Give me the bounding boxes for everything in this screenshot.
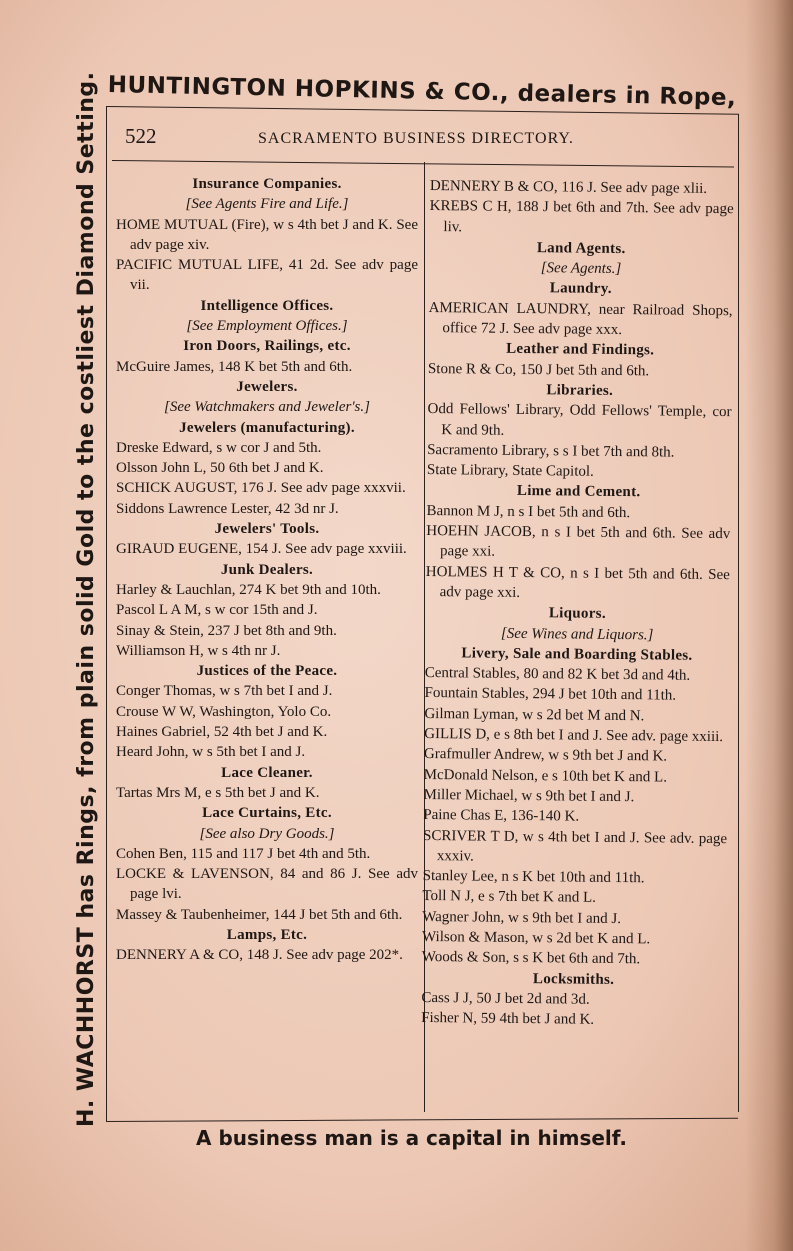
section-heading: Liquors.: [548, 605, 607, 623]
directory-entry: Pascol L A M, s w cor 15th and J.: [116, 602, 318, 619]
section-heading: Lime and Cement.: [516, 483, 641, 501]
directory-entry: Siddons Lawrence Lester, 42 3d nr J.: [116, 500, 339, 517]
directory-entry: Fisher N, 59 4th bet J and K.: [421, 1010, 595, 1028]
directory-entry: Olsson John L, 50 6th bet J and K.: [116, 460, 324, 477]
directory-entry: Gilman Lyman, w s 2d bet M and N.: [424, 705, 645, 724]
section-heading: Lamps, Etc.: [226, 926, 308, 943]
section-heading: Locksmiths.: [532, 970, 615, 988]
directory-entry: Tartas Mrs M, e s 5th bet J and K.: [116, 784, 320, 801]
left-column: [116, 174, 418, 966]
frame-bottom-rule: [106, 1118, 738, 1122]
directory-entry: Grafmuller Andrew, w s 9th bet J and K.: [423, 746, 668, 765]
directory-entry: Central Stables, 80 and 82 K bet 3d and 4th.: [424, 665, 691, 684]
directory-entry: Bannon M J, n s I bet 5th and 6th.: [426, 502, 631, 521]
directory-entry: Williamson H, w s 4th nr J.: [116, 642, 281, 659]
directory-entry: Sinay & Stein, 237 J bet 8th and 9th.: [116, 622, 337, 639]
directory-entry: PACIFIC MUTUAL LIFE, 41 2d. See adv page vii.: [116, 257, 418, 294]
page-edge-shadow: [745, 0, 793, 1251]
directory-entry: HOME MUTUAL (Fire), w s 4th bet J and K. See adv page xiv.: [116, 216, 418, 253]
directory-entry: KREBS C H, 188 J bet 6th and 7th. See adv page liv.: [429, 198, 734, 235]
section-heading: Jewelers.: [236, 378, 298, 395]
directory-entry: Miller Michael, w s 9th bet I and J.: [423, 786, 635, 806]
directory-entry: Cass J J, 50 J bet 2d and 3d.: [421, 989, 590, 1008]
directory-entry: SCHICK AUGUST, 176 J. See adv page xxxvii.: [116, 480, 406, 497]
section-heading: Livery, Sale and Boarding Stables.: [461, 645, 693, 664]
cross-reference: [See Agents Fire and Life.]: [185, 196, 349, 213]
directory-entry: HOEHN JACOB, n s I bet 5th and 6th. See adv page xxi.: [426, 523, 731, 561]
directory-entry: Harley & Lauchlan, 274 K bet 9th and 10th.: [116, 581, 381, 598]
frame-left-rule: [106, 106, 107, 1122]
header-rule: [112, 160, 734, 168]
directory-entry: HOLMES H T & CO, n s I bet 5th and 6th. See adv page xxi.: [425, 563, 730, 601]
directory-entry: Dreske Edward, s w cor J and 5th.: [116, 439, 322, 456]
section-heading: Lace Cleaner.: [221, 764, 313, 781]
directory-entry: Odd Fellows' Library, Odd Fellows' Temple, cor K and 9th.: [427, 401, 732, 439]
frame-right-rule: [738, 114, 739, 1112]
directory-entry: SCRIVER T D, w s 4th bet I and J. See adv. page xxxiv.: [423, 827, 728, 865]
section-heading: Land Agents.: [536, 240, 626, 257]
directory-entry: AMERICAN LAUNDRY, near Railroad Shops, office 72 J. See adv page xxx.: [428, 299, 733, 339]
directory-entry: Toll N J, e s 7th bet K and L.: [422, 888, 597, 907]
side-advertisement-banner: H. WACHHORST has Rings, from plain solid Gold to the costliest Diamond Setting.: [74, 71, 99, 1127]
directory-entry: GILLIS D, e s 8th bet I and J. See adv. page xxiii.: [424, 725, 724, 746]
directory-entry: LOCKE & LAVENSON, 84 and 86 J. See adv page lvi.: [116, 866, 418, 903]
section-heading: Intelligence Offices.: [200, 297, 334, 314]
cross-reference: [See also Dry Goods.]: [199, 825, 335, 842]
section-heading: Justices of the Peace.: [196, 663, 338, 680]
cross-reference: [See Wines and Liquors.]: [500, 625, 654, 643]
directory-entry: Stone R & Co, 150 J bet 5th and 6th.: [427, 360, 650, 379]
directory-entry: Fountain Stables, 294 J bet 10th and 11th.: [424, 685, 677, 705]
section-heading: Junk Dealers.: [220, 561, 314, 578]
directory-entry: Wilson & Mason, w s 2d bet K and L.: [421, 928, 651, 948]
directory-entry: Sacramento Library, s s I bet 7th and 8th.: [427, 441, 675, 461]
bottom-advertisement-banner: A business man is a capital in himself.: [196, 1126, 627, 1150]
directory-entry: GIRAUD EUGENE, 154 J. See adv page xxviii.: [116, 541, 407, 558]
directory-entry: Massey & Taubenheimer, 144 J bet 5th and 6th.: [116, 906, 403, 923]
section-heading: Insurance Companies.: [192, 176, 342, 192]
directory-entry: Crouse W W, Washington, Yolo Co.: [116, 703, 332, 720]
section-heading: Libraries.: [546, 382, 614, 399]
directory-entry: Haines Gabriel, 52 4th bet J and K.: [116, 724, 328, 741]
directory-entry: McGuire James, 148 K bet 5th and 6th.: [116, 358, 353, 375]
section-heading: Jewelers' Tools.: [214, 521, 320, 538]
directory-entry: Wagner John, w s 9th bet I and J.: [422, 908, 622, 927]
right-column: [421, 176, 734, 1032]
section-heading: Iron Doors, Railings, etc.: [183, 338, 351, 355]
directory-entry: DENNERY B & CO, 116 J. See adv page xlii.: [429, 177, 708, 197]
directory-entry: DENNERY A & CO, 148 J. See adv page 202*.: [116, 947, 403, 964]
directory-entry: State Library, State Capitol.: [426, 462, 594, 480]
page-number: 522: [125, 124, 157, 148]
cross-reference: [See Employment Offices.]: [186, 318, 348, 335]
directory-entry: Woods & Son, s s K bet 6th and 7th.: [421, 949, 641, 968]
directory-entry: Stanley Lee, n s K bet 10th and 11th.: [422, 868, 645, 887]
section-heading: Jewelers (manufacturing).: [179, 419, 355, 436]
directory-entry: Paine Chas E, 136-140 K.: [423, 807, 580, 825]
directory-entry: McDonald Nelson, e s 10th bet K and L.: [423, 766, 668, 786]
directory-entry: Conger Thomas, w s 7th bet I and J.: [116, 683, 333, 700]
top-advertisement-banner: HUNTINGTON HOPKINS & CO., dealers in Rope,: [107, 72, 737, 112]
directory-entry: Heard John, w s 5th bet I and J.: [116, 744, 306, 761]
cross-reference: [See Agents.]: [540, 260, 622, 278]
section-heading: Lace Curtains, Etc.: [202, 805, 332, 822]
cross-reference: [See Watchmakers and Jeweler's.]: [164, 399, 370, 416]
section-heading: Leather and Findings.: [506, 341, 655, 359]
running-title: SACRAMENTO BUSINESS DIRECTORY.: [258, 130, 574, 147]
directory-entry: Cohen Ben, 115 and 117 J bet 4th and 5th.: [116, 845, 371, 862]
section-heading: Laundry.: [549, 280, 612, 298]
